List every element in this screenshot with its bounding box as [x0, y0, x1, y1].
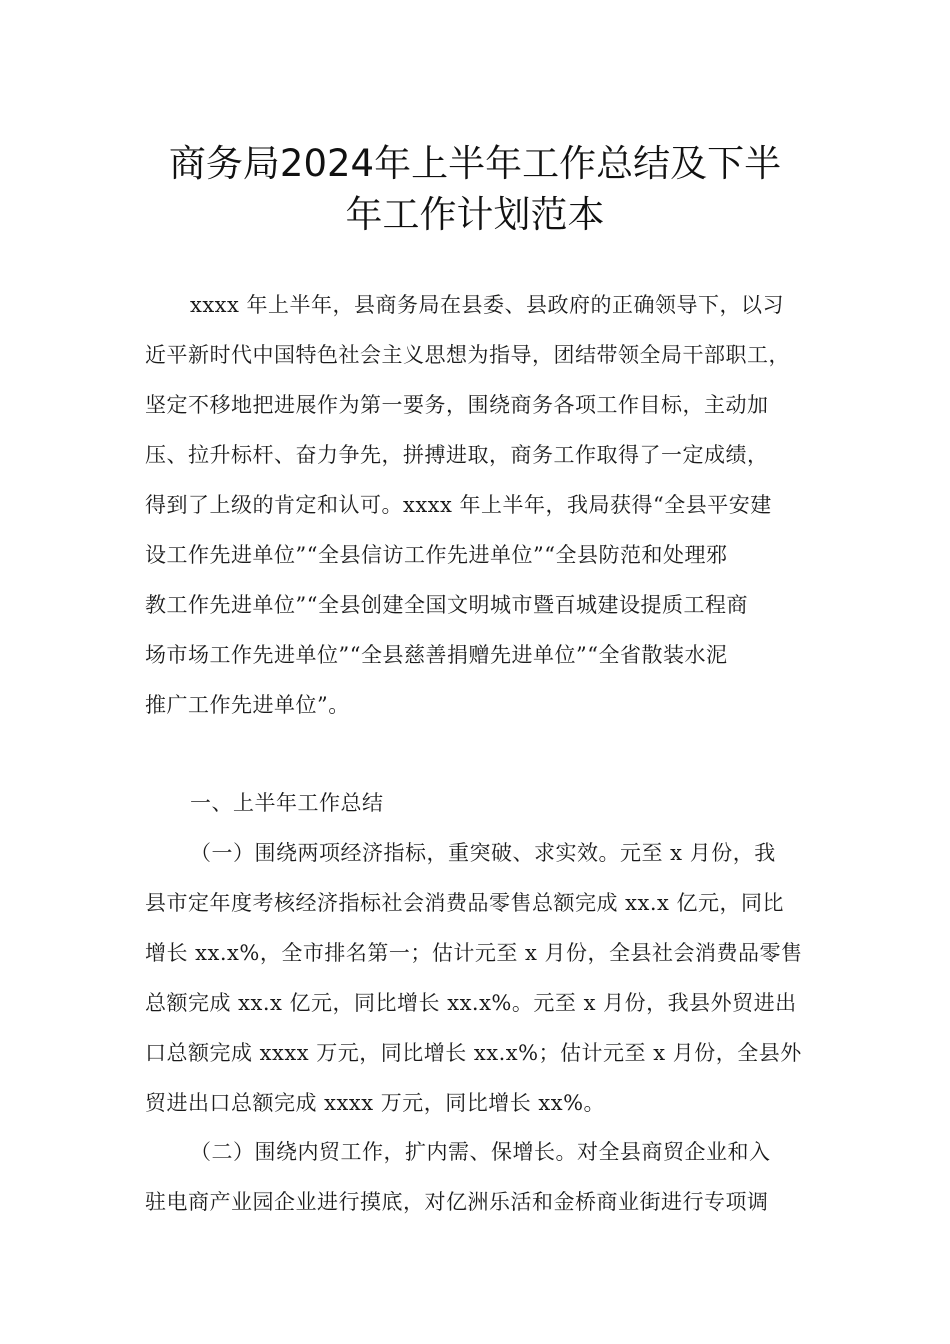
intro-line-3: 坚定不移地把进展作为第一要务，围绕商务各项工作目标，主动加	[145, 393, 769, 417]
para2-line-1: （二）围绕内贸工作，扩内需、保增长。对全县商贸企业和入	[190, 1140, 771, 1164]
intro-line-9: 推广工作先进单位”。	[145, 693, 350, 717]
document-title-line-2: 年工作计划范本	[345, 193, 605, 236]
para2-line-2: 驻电商产业园企业进行摸底，对亿洲乐活和金桥商业街进行专项调	[145, 1190, 769, 1214]
para1-line-5: 口总额完成 xxxx 万元，同比增长 xx.x%；估计元至 x 月份，全县外	[145, 1041, 802, 1065]
section-heading: 一、上半年工作总结	[190, 791, 384, 815]
intro-line-1: xxxx 年上半年，县商务局在县委、县政府的正确领导下，以习	[190, 293, 785, 317]
intro-line-2: 近平新时代中国特色社会主义思想为指导，团结带领全局干部职工，	[145, 343, 790, 367]
document-title-line-1: 商务局2024年上半年工作总结及下半	[168, 142, 782, 185]
intro-line-7: 教工作先进单位”“全县创建全国文明城市暨百城建设提质工程商	[145, 593, 748, 617]
intro-line-4: 压、拉升标杆、奋力争先，拼搏进取，商务工作取得了一定成绩，	[145, 443, 769, 467]
para1-line-4: 总额完成 xx.x 亿元，同比增长 xx.x%。元至 x 月份，我县外贸进出	[145, 991, 797, 1015]
para1-line-3: 增长 xx.x%，全市排名第一；估计元至 x 月份，全县社会消费品零售	[145, 941, 803, 965]
para1-line-1: （一）围绕两项经济指标，重突破、求实效。元至 x 月份，我	[190, 841, 776, 865]
intro-line-6: 设工作先进单位”“全县信访工作先进单位”“全县防范和处理邪	[145, 543, 728, 567]
intro-line-5: 得到了上级的肯定和认可。xxxx 年上半年，我局获得“全县平安建	[145, 493, 772, 517]
intro-line-8: 场市场工作先进单位”“全县慈善捐赠先进单位”“全省散装水泥	[145, 643, 728, 667]
para1-line-2: 县市定年度考核经济指标社会消费品零售总额完成 xx.x 亿元，同比	[145, 891, 785, 915]
para1-line-6: 贸进出口总额完成 xxxx 万元，同比增长 xx%。	[145, 1091, 606, 1115]
